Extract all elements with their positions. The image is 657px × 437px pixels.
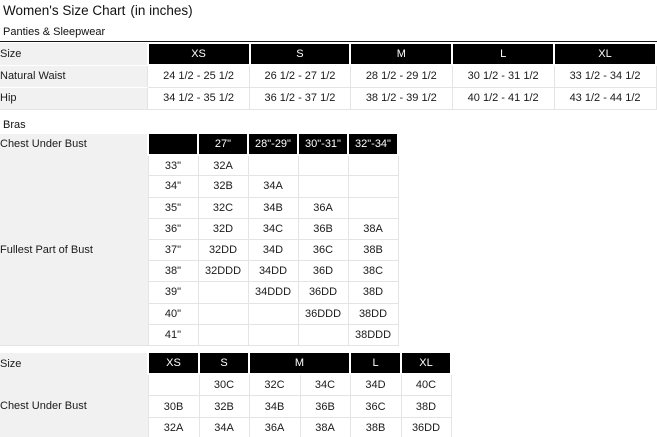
data-cell xyxy=(198,324,248,345)
data-cell: 30 1/2 - 31 1/2 xyxy=(452,65,554,87)
data-cell: 24 1/2 - 25 1/2 xyxy=(148,65,250,87)
data-cell: 34 1/2 - 35 1/2 xyxy=(148,87,250,109)
data-cell: 32C xyxy=(249,374,300,396)
size-table xyxy=(0,42,657,110)
data-cell: 43 1/2 - 44 1/2 xyxy=(554,87,656,109)
table-row xyxy=(0,155,398,176)
data-cell: 34DDD xyxy=(248,282,298,303)
data-cell: 33 1/2 - 34 1/2 xyxy=(554,65,656,87)
header-row xyxy=(0,353,451,375)
data-cell: 37" xyxy=(148,239,198,260)
data-cell xyxy=(298,324,348,345)
data-cell: 38D xyxy=(348,282,398,303)
header-row xyxy=(0,134,398,155)
data-cell: 32A xyxy=(148,417,199,437)
column-header-cell: XS xyxy=(148,353,199,375)
data-cell: 30B xyxy=(148,396,199,418)
column-header-cell: 30"-31" xyxy=(298,134,348,155)
data-cell: 34D xyxy=(350,374,401,396)
data-cell: 36B xyxy=(300,396,350,418)
data-cell: 34B xyxy=(248,197,298,218)
section-label-panties-sleepwear: Panties & Sleepwear xyxy=(3,26,106,38)
data-cell xyxy=(298,176,348,197)
column-header-cell xyxy=(148,134,198,155)
data-cell xyxy=(198,303,248,324)
data-cell xyxy=(348,197,398,218)
data-cell: 32B xyxy=(199,396,249,418)
section-label-bras: Bras xyxy=(3,118,26,131)
data-cell: 36 1/2 - 37 1/2 xyxy=(250,87,351,109)
data-cell: 36A xyxy=(298,197,348,218)
column-header-cell: S xyxy=(199,353,249,375)
data-cell xyxy=(348,155,398,176)
data-cell xyxy=(248,155,298,176)
data-cell: 38A xyxy=(348,218,398,239)
column-header-cell: 28"-29" xyxy=(248,134,298,155)
column-header-cell: 27" xyxy=(198,134,248,155)
data-cell: 26 1/2 - 27 1/2 xyxy=(250,65,351,87)
data-cell: 32DD xyxy=(198,239,248,260)
data-cell: 33" xyxy=(148,155,198,176)
table-row xyxy=(0,65,656,87)
column-header-cell: 32"-34" xyxy=(348,134,398,155)
column-header-cell: M xyxy=(350,43,452,65)
data-cell: 36DD xyxy=(298,282,348,303)
data-cell: 32DDD xyxy=(198,261,248,282)
data-cell: 34A xyxy=(248,176,298,197)
data-cell: 40C xyxy=(401,374,451,396)
size-table xyxy=(0,134,399,346)
data-cell: 32D xyxy=(198,218,248,239)
table-row xyxy=(0,87,656,109)
data-cell xyxy=(248,324,298,345)
side-label-cell: Chest Under Bust xyxy=(0,374,148,437)
data-cell: 38 1/2 - 39 1/2 xyxy=(350,87,452,109)
bras-size-conversion-table xyxy=(0,353,657,437)
data-cell xyxy=(348,176,398,197)
data-cell: 36D xyxy=(298,261,348,282)
data-cell: 38DD xyxy=(348,303,398,324)
data-cell: 34" xyxy=(148,176,198,197)
data-cell xyxy=(248,303,298,324)
row-label-cell: Hip xyxy=(0,87,148,109)
page-title-text: Women's Size Chart xyxy=(3,3,126,18)
data-cell: 34DD xyxy=(248,261,298,282)
table-row xyxy=(0,374,451,396)
size-table xyxy=(0,353,452,437)
data-cell: 28 1/2 - 29 1/2 xyxy=(350,65,452,87)
data-cell: 41" xyxy=(148,324,198,345)
header-label-cell: Size xyxy=(0,43,148,65)
data-cell: 34B xyxy=(249,396,300,418)
column-header-cell: L xyxy=(452,43,554,65)
page-title xyxy=(3,4,657,17)
data-cell xyxy=(198,282,248,303)
data-cell: 38A xyxy=(300,417,350,437)
data-cell: 34A xyxy=(199,417,249,437)
data-cell: 35" xyxy=(148,197,198,218)
data-cell: 38DDD xyxy=(348,324,398,345)
data-cell: 36DD xyxy=(401,417,451,437)
data-cell: 34C xyxy=(300,374,350,396)
data-cell xyxy=(148,374,199,396)
data-cell: 36B xyxy=(298,218,348,239)
panties-sleepwear-table xyxy=(0,42,657,110)
data-cell: 38B xyxy=(348,239,398,260)
data-cell: 38C xyxy=(348,261,398,282)
column-header-cell: S xyxy=(250,43,351,65)
data-cell: 36C xyxy=(298,239,348,260)
header-label-cell: Size xyxy=(0,353,148,375)
row-label-cell: Natural Waist xyxy=(0,65,148,87)
data-cell: 40" xyxy=(148,303,198,324)
header-label-cell: Chest Under Bust xyxy=(0,134,148,155)
data-cell: 38D xyxy=(401,396,451,418)
data-cell: 38B xyxy=(350,417,401,437)
column-header-cell: L xyxy=(350,353,401,375)
column-header-cell: XL xyxy=(554,43,656,65)
data-cell: 34D xyxy=(248,239,298,260)
data-cell xyxy=(298,155,348,176)
data-cell: 36A xyxy=(249,417,300,437)
data-cell: 40 1/2 - 41 1/2 xyxy=(452,87,554,109)
data-cell: 30C xyxy=(199,374,249,396)
column-header-cell: XL xyxy=(401,353,451,375)
bras-fullest-part-table xyxy=(0,134,657,346)
data-cell: 32C xyxy=(198,197,248,218)
side-label-cell: Fullest Part of Bust xyxy=(0,155,148,346)
data-cell: 39" xyxy=(148,282,198,303)
column-header-cell: M xyxy=(249,353,350,375)
column-header-cell: XS xyxy=(148,43,250,65)
data-cell: 32B xyxy=(198,176,248,197)
data-cell: 32A xyxy=(198,155,248,176)
data-cell: 36C xyxy=(350,396,401,418)
page-title-suffix: (in inches) xyxy=(130,3,193,18)
data-cell: 36DDD xyxy=(298,303,348,324)
data-cell: 36" xyxy=(148,218,198,239)
header-row xyxy=(0,43,656,65)
data-cell: 38" xyxy=(148,261,198,282)
data-cell: 34C xyxy=(248,218,298,239)
